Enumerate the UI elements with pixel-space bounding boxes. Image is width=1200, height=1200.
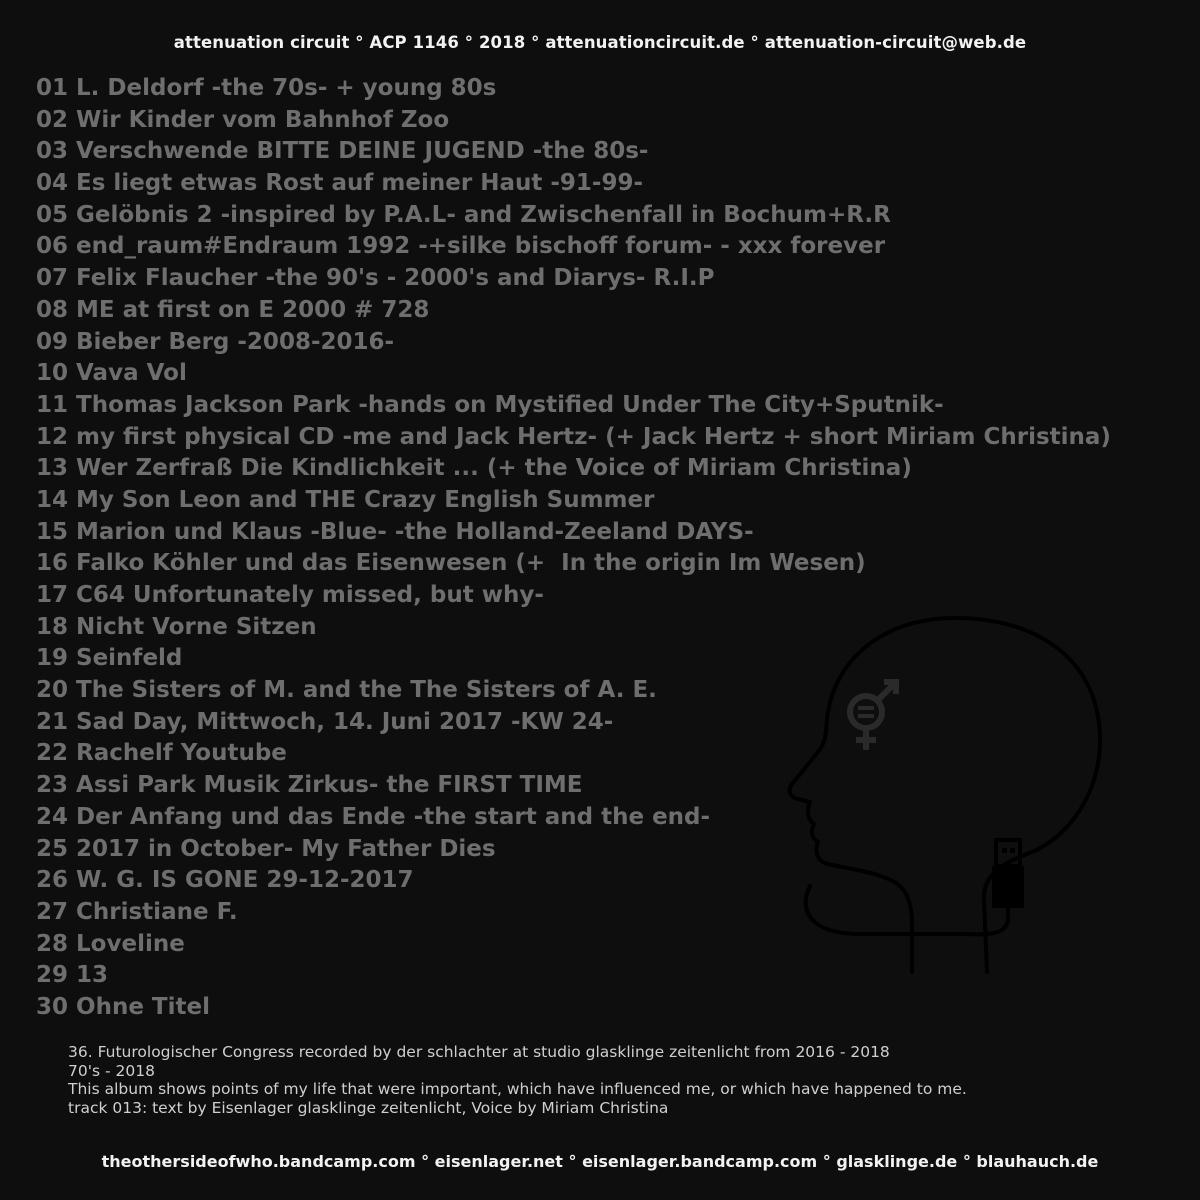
track-item: 04 Es liegt etwas Rost auf meiner Haut -91-99- — [36, 170, 643, 197]
track-item: 17 C64 Unfortunately missed, but why- — [36, 582, 544, 608]
track-item: 20 The Sisters of M. and the The Sisters of A. E. — [36, 677, 657, 704]
gender-equality-icon — [850, 682, 896, 750]
track-item: 24 Der Anfang und das Ende -the start and the end- — [36, 803, 711, 830]
track-item: 27 Christiane F. — [36, 898, 238, 925]
track-item: 01 L. Deldorf -the 70s- + young 80s — [36, 75, 497, 101]
head-outline — [790, 618, 1100, 972]
track-item: 26 W. G. IS GONE 29-12-2017 — [36, 867, 414, 894]
track-item: 14 My Son Leon and THE Crazy English Summer — [36, 486, 655, 513]
track-item: 09 Bieber Berg -2008-2016- — [36, 328, 395, 355]
track-item: 12 my first physical CD -me and Jack Hertz- (+ Jack Hertz + short Miriam Christina) — [36, 423, 1111, 450]
track-item: 08 ME at first on E 2000 # 728 — [36, 296, 430, 323]
track-item: 21 Sad Day, Mittwoch, 14. Juni 2017 -KW 24- — [36, 708, 614, 735]
links-footer: theothersideofwho.bandcamp.com ° eisenlager.net ° eisenlager.bandcamp.com ° glasklinge.de ° blauhauch.de — [101, 1152, 1099, 1171]
track-item: 23 Assi Park Musik Zirkus- the FIRST TIME — [36, 772, 583, 799]
track-item: 10 Vava Vol — [36, 360, 187, 387]
track-item: 07 Felix Flaucher -the 90's - 2000's and Diarys- R.I.P — [36, 265, 715, 292]
usb-cable-icon — [806, 840, 1024, 934]
track-item: 28 Loveline — [36, 930, 185, 957]
track-item: 22 Rachelf Youtube — [36, 740, 287, 767]
track-item: 16 Falko Köhler und das Eisenwesen (+ In the origin Im Wesen) — [36, 550, 866, 577]
track-item: 13 Wer Zerfraß Die Kindlichkeit ... (+ the Voice of Miriam Christina) — [36, 455, 912, 482]
track-item: 05 Gelöbnis 2 -inspired by P.A.L- and Zwischenfall in Bochum+R.R — [36, 201, 891, 228]
notes-line: This album shows points of my life that were important, which have influenced me, or which have happened to me. — [68, 1080, 967, 1098]
notes-line: 36. Futurologischer Congress recorded by der schlachter at studio glasklinge zeitenlicht from 2016 - 2018 — [68, 1043, 890, 1061]
head-profile-icon — [770, 600, 1130, 980]
track-item: 06 end_raum#Endraum 1992 -+silke bischoff forum- - xxx forever — [36, 233, 886, 260]
track-item: 19 Seinfeld — [36, 645, 183, 672]
track-item: 25 2017 in October- My Father Dies — [36, 835, 496, 862]
track-item: 30 Ohne Titel — [36, 993, 210, 1020]
track-item: 03 Verschwende BITTE DEINE JUGEND -the 80s- — [36, 138, 649, 165]
track-item: 11 Thomas Jackson Park -hands on Mystified Under The City+Sputnik- — [36, 391, 944, 418]
track-item: 18 Nicht Vorne Sitzen — [36, 613, 317, 640]
liner-notes — [68, 1043, 967, 1117]
notes-line: track 013: text by Eisenlager glasklinge zeitenlicht, Voice by Miriam Christina — [68, 1098, 669, 1117]
label-header: attenuation circuit ° ACP 1146 ° 2018 ° attenuationcircuit.de ° attenuation-circuit@web.de — [173, 33, 1027, 52]
notes-line: 70's - 2018 — [68, 1061, 155, 1080]
track-item: 15 Marion und Klaus -Blue- -the Holland-Zeeland DAYS- — [36, 518, 754, 545]
track-item: 29 13 — [36, 962, 109, 989]
track-item: 02 Wir Kinder vom Bahnhof Zoo — [36, 106, 450, 133]
